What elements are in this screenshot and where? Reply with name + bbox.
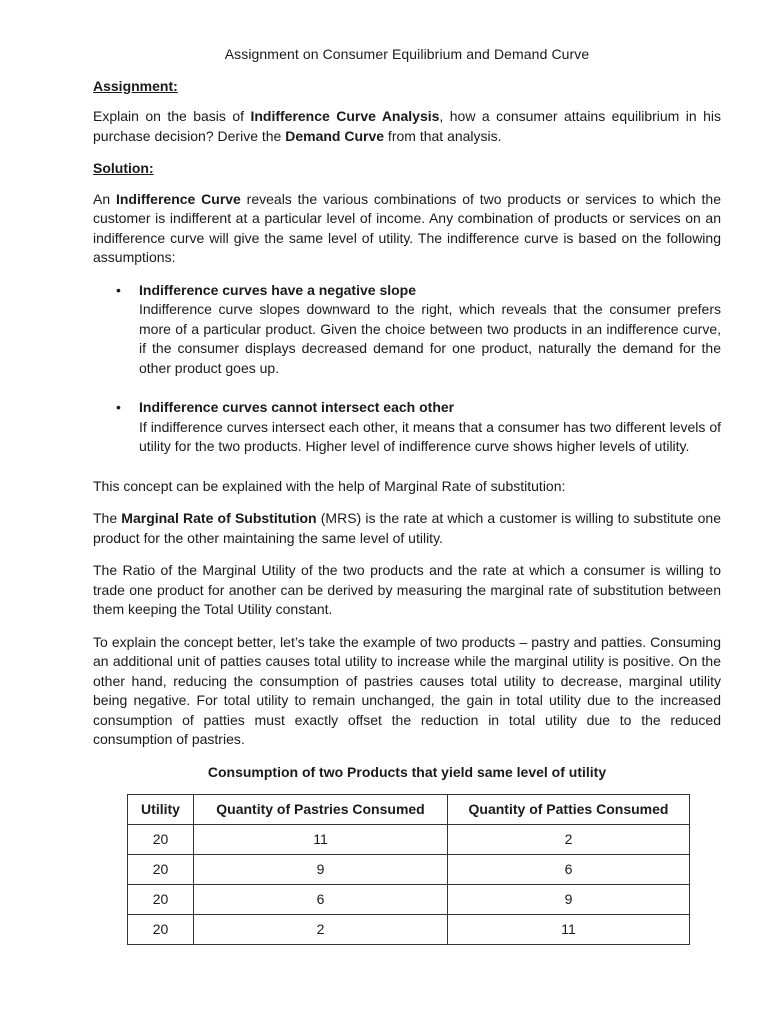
utility-table xyxy=(127,794,690,945)
solution-paragraph-4: The Ratio of the Marginal Utility of the two products and the rate at which a consumer is willing to trade one product for another can be derived by measuring the marginal rate of substitution between them keeping the Total Utility constant. xyxy=(93,562,721,617)
table-row xyxy=(128,915,690,945)
question-bold-2: Demand Curve xyxy=(285,127,385,144)
p3-bold: Marginal Rate of Substitution xyxy=(121,510,317,526)
table-row xyxy=(128,825,690,855)
question-bold-1: Indifference Curve Analysis xyxy=(250,108,440,124)
bullet-title: Indifference curves have a negative slope xyxy=(139,281,417,298)
bullet-text: Indifference curve slopes downward to the right, which reveals that the consumer prefers more of a particular product. Given the choice between two products in an indifference curve, if the consumer displays decreased demand for one product, naturally the demand for the other product goes up. xyxy=(139,301,721,376)
p3-text-c: (MRS) is the rate at which a customer is willing to substitute one product for the other maintaining the same level of utility. xyxy=(93,510,721,546)
p3-text-a: The xyxy=(93,510,122,526)
table-header-row xyxy=(128,795,690,825)
question-text-1: Explain on the basis of xyxy=(93,108,251,124)
cell-utility: 20 xyxy=(128,825,194,855)
cell-pastries: 2 xyxy=(194,915,448,945)
cell-utility: 20 xyxy=(128,915,194,945)
table-row xyxy=(128,855,690,885)
bullet-text: If indifference curves intersect each other, it means that a consumer has two different levels of utility for the two products. Higher level of indifference curve shows higher levels of utility. xyxy=(139,418,721,454)
p1-text-c: reveals the various combinations of two products or services to which the customer is indifferent at a particular level of income. Any combination of products or services on an indifference curve will give the same level of utility. The indifference curve is based on the following assumptions: xyxy=(93,190,721,265)
solution-paragraph-2: This concept can be explained with the help of Marginal Rate of substitution: xyxy=(93,477,566,494)
cell-utility: 20 xyxy=(128,885,194,915)
assignment-question xyxy=(93,107,721,146)
list-item xyxy=(93,398,721,457)
header-pastries: Quantity of Pastries Consumed xyxy=(194,795,448,825)
assumptions-list xyxy=(93,281,721,457)
cell-pastries: 11 xyxy=(194,825,448,855)
bullet-icon: • xyxy=(116,399,121,415)
document-title: Assignment on Consumer Equilibrium and Demand Curve xyxy=(224,46,590,62)
p1-text-a: An xyxy=(93,190,116,207)
cell-patties: 11 xyxy=(448,915,690,945)
assignment-heading: Assignment: xyxy=(93,77,178,94)
header-patties: Quantity of Patties Consumed xyxy=(448,795,690,825)
cell-utility: 20 xyxy=(128,855,194,885)
question-text-3: from that analysis. xyxy=(384,127,502,144)
cell-pastries: 9 xyxy=(194,855,448,885)
solution-paragraph-1 xyxy=(93,190,721,268)
solution-paragraph-3 xyxy=(93,509,721,548)
solution-paragraph-5: To explain the concept better, let’s take the example of two products – pastry and patties. Consuming an additional unit of patties causes total utility to increase while the marginal utility is positive. On the other hand, reducing the consumption of pastries causes total utility to decrease, marginal utility being negative. For total utility to remain unchanged, the gain in total utility due to the increased consumption of patties must exactly offset the reduction in total utility due to the reduced consumption of pastries. xyxy=(93,633,721,747)
header-utility: Utility xyxy=(128,795,194,825)
bullet-icon: • xyxy=(116,281,121,298)
list-item xyxy=(93,281,721,379)
cell-pastries: 6 xyxy=(194,885,448,915)
question-text-2: , how a consumer attains equilibrium in his purchase decision? Derive the xyxy=(93,108,721,144)
cell-patties: 9 xyxy=(448,885,690,915)
bullet-title: Indifference curves cannot intersect each other xyxy=(139,399,455,415)
cell-patties: 2 xyxy=(448,825,690,855)
table-caption: Consumption of two Products that yield same level of utility xyxy=(207,763,607,780)
cell-patties: 6 xyxy=(448,855,690,885)
p1-bold: Indifference Curve xyxy=(115,190,241,207)
table-row xyxy=(128,885,690,915)
solution-heading: Solution: xyxy=(93,160,154,176)
